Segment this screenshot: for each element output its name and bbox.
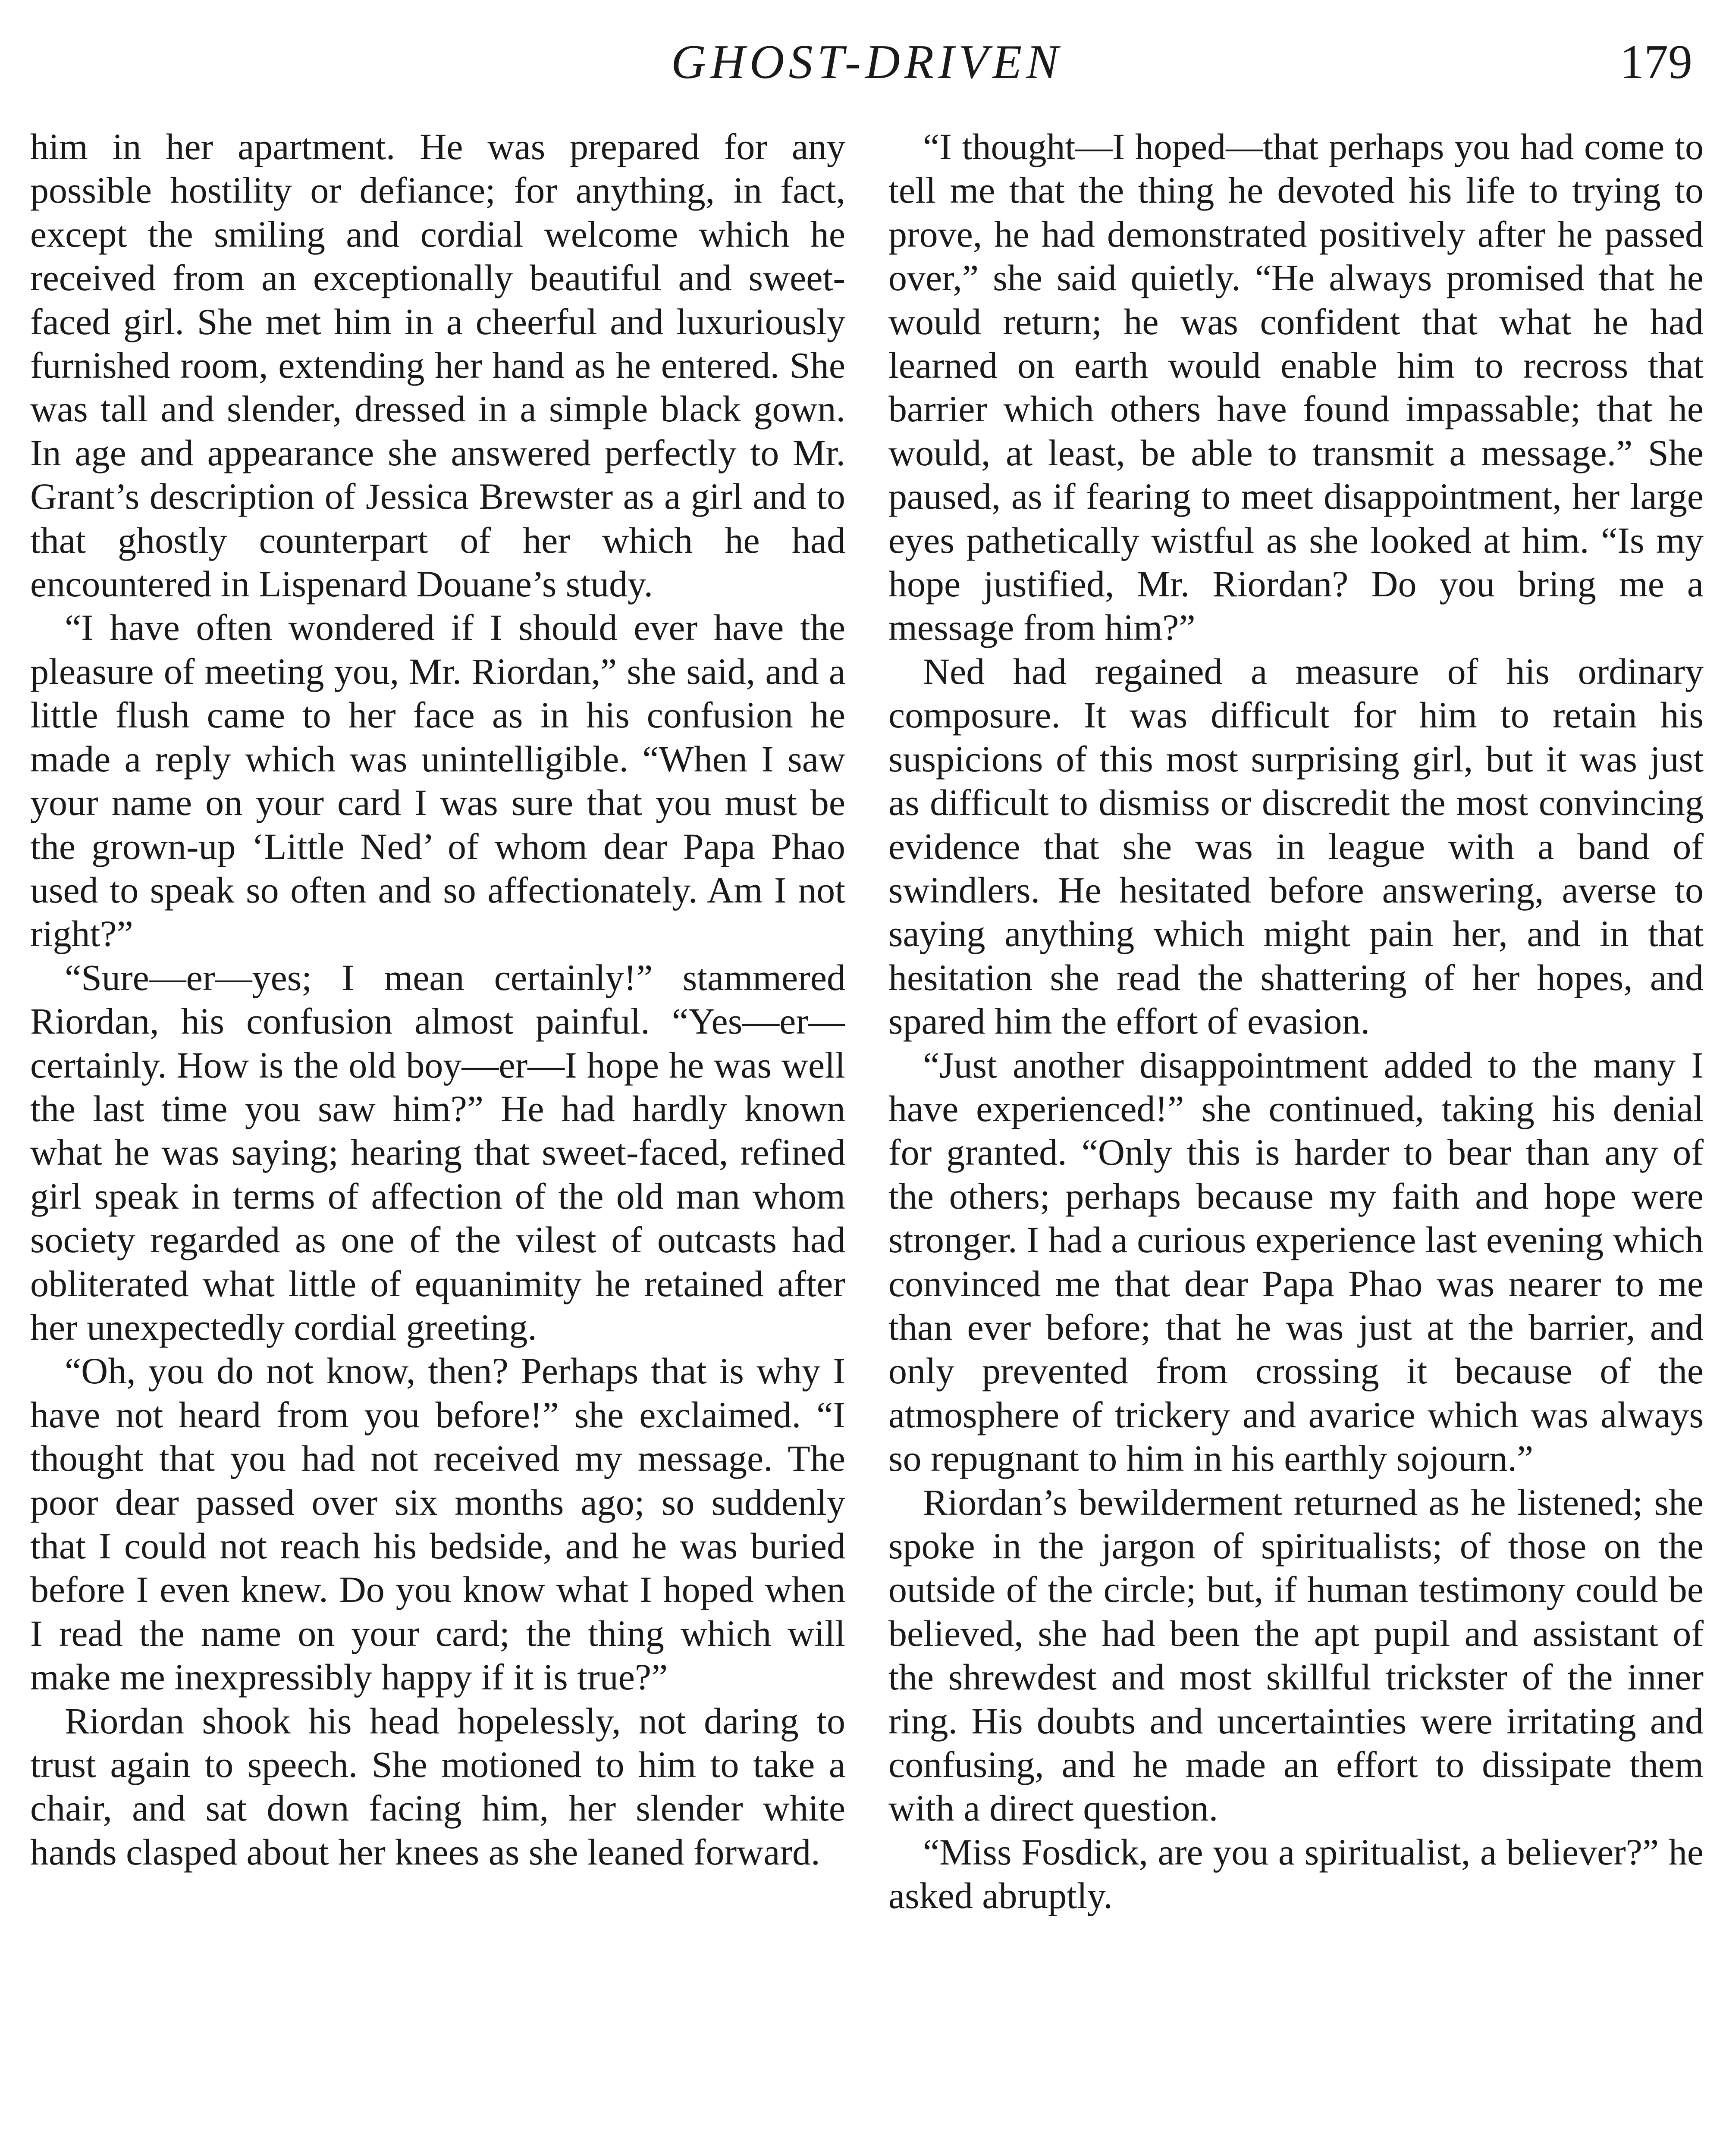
paragraph: Riordan shook his head hopelessly, not daring to trust again to speech. She motioned to him to take a chair, and sat down facing him, her slender white hands clasped about her knees as she leaned forward.	[30, 1700, 845, 1873]
paragraph: him in her apartment. He was prepared for any possible hostility or defiance; for anything, in fact, except the smiling and cordial welcome which he received from an exceptionally beautiful and sweet-faced girl. She met him in a cheerful and luxuriously furnished room, extending her hand as he entered. She was tall and slender, dressed in a simple black gown. In age and appearance she answered perfectly to Mr. Grant’s description of Jessica Brewster as a girl and to that ghostly counterpart of her which he had encountered in Lispenard Douane’s study.	[30, 126, 845, 605]
paragraph: Ned had regained a measure of his ordinary composure. It was difficult for him to retain his suspicions of this most surprising girl, but it was just as difficult to dismiss or discredit the most convincing evidence that she was in league with a band of swindlers. He hesitated before answering, averse to saying anything which might pain her, and in that hesitation she read the shattering of her hopes, and spared him the effort of evasion.	[888, 650, 1704, 1042]
paragraph: “I thought—I hoped—that perhaps you had come to tell me that the thing he devoted his life to trying to prove, he had demonstrated positively after he passed over,” she said quietly. “He always promised that he would return; he was confident that what he had learned on earth would enable him to recross that barrier which others have found impassable; that he would, at least, be able to transmit a message.” She paused, as if fearing to meet disappointment, her large eyes pathetically wistful as she looked at him. “Is my hope justified, Mr. Riordan? Do you bring me a message from him?”	[888, 126, 1704, 649]
paragraph: “Sure—er—yes; I mean certainly!” stammered Riordan, his confusion almost painful. “Yes—er—certainly. How is the old boy—er—I hope he was well the last time you saw him?” He had hardly known what he was saying; hearing that sweet-faced, refined girl speak in terms of affection of the old man whom society regarded as one of the vilest of outcasts had obliterated what little of equanimity he retained after her unexpectedly cordial greeting.	[30, 956, 845, 1348]
right-column	[888, 125, 1704, 2156]
paragraph: “Just another disappointment added to the many I have experienced!” she continued, taking his denial for granted. “Only this is harder to bear than any of the others; perhaps because my faith and hope were stronger. I had a curious experience last evening which convinced me that dear Papa Phao was nearer to me than ever before; that he was just at the barrier, and only prevented from crossing it because of the atmosphere of trickery and avarice which was always so repugnant to him in his earthly sojourn.”	[888, 1044, 1704, 1479]
paragraph: Riordan’s bewilderment returned as he listened; she spoke in the jargon of spiritualists; of those on the outside of the circle; but, if human testimony could be believed, she had been the apt pupil and assistant of the shrewdest and most skillful trickster of the inner ring. His doubts and uncertainties were irritating and confusing, and he made an effort to dissipate them with a direct question.	[888, 1481, 1704, 1829]
page-number: 179	[1620, 35, 1692, 89]
running-title: GHOST-DRIVEN	[671, 35, 1063, 89]
paragraph: “I have often wondered if I should ever have the pleasure of meeting you, Mr. Riordan,” she said, and a little flush came to her face as in his confusion he made a reply which was unintelligible. “When I saw your name on your card I was sure that you must be the grown-up ‘Little Ned’ of whom dear Papa Phao used to speak so often and so affectionately. Am I not right?”	[30, 607, 845, 955]
left-column	[30, 125, 845, 2156]
running-head	[0, 30, 1726, 99]
paragraph: “Miss Fosdick, are you a spiritualist, a believer?” he asked abruptly.	[888, 1831, 1704, 1917]
paragraph: “Oh, you do not know, then? Perhaps that is why I have not heard from you before!” she exclaimed. “I thought that you had not received my message. The poor dear passed over six months ago; so suddenly that I could not reach his bedside, and he was buried before I even knew. Do you know what I hoped when I read the name on your card; the thing which will make me inexpressibly happy if it is true?”	[30, 1350, 845, 1698]
